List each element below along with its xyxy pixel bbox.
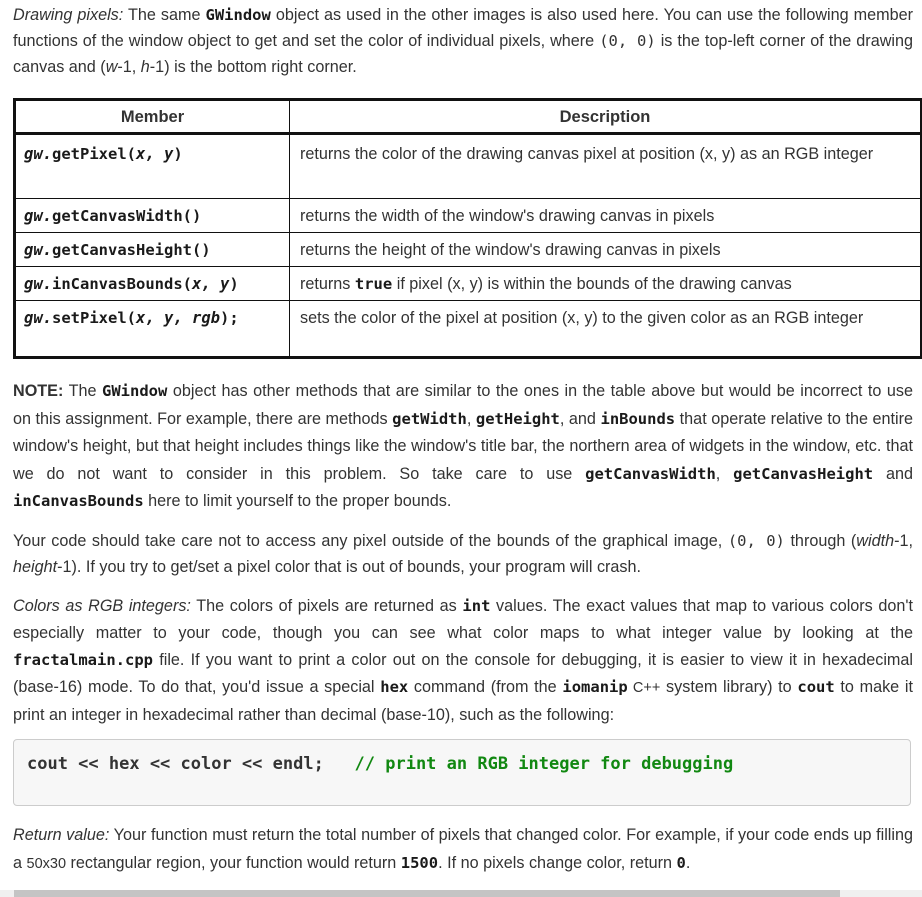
colors-text: values. The exact values that map to various colors don't especially matter to your code, though you can see what color maps to what integer value by looking at the — [13, 597, 914, 642]
cpp-label: C++ — [627, 680, 661, 696]
note-text: , — [715, 464, 734, 483]
intro-text: is the top-left corner of the drawing canvas and ( — [13, 32, 913, 76]
bounds-text: Your code should take care not to access any pixel outside of the bounds of the graphical image, — [13, 532, 728, 550]
iomanip-library: iomanip — [562, 678, 628, 696]
object-name: gw. — [24, 145, 52, 163]
getcanvasheight-code: getCanvasHeight — [733, 464, 874, 483]
return-text: Your function must return the total number of pixels that changed color. For example, if your code ends up filling a — [13, 826, 913, 872]
table-header-row — [15, 100, 922, 134]
colors-text: The colors of pixels are returned as — [190, 597, 463, 615]
table-row — [15, 199, 922, 233]
note-text: The — [63, 382, 102, 400]
intro-text: object as used in the other images is also used here. You can use the following member functions of the window object to get and set the color of individual pixels, where — [13, 6, 913, 50]
method-params: x, y, rgb — [136, 309, 220, 327]
h-var: h — [140, 58, 150, 76]
table-row — [15, 134, 922, 199]
description-cell — [290, 267, 922, 301]
return-text: . — [685, 854, 691, 872]
bounds-text: -1). If you try to get/set a pixel color that is out of bounds, your program will crash. — [57, 558, 642, 576]
return-value-paragraph — [13, 821, 913, 878]
note-text: object has other methods that are similar to the ones in the table above but would be incorrect to use on this assignment. For example, there are methods — [13, 382, 913, 428]
bounds-text: -1, — [894, 532, 913, 550]
region-dims: 50x30 — [26, 856, 67, 872]
table-row — [15, 267, 922, 301]
getcanvaswidth-code: getCanvasWidth — [585, 464, 716, 483]
member-cell — [15, 301, 290, 358]
method-close: ) — [229, 275, 239, 293]
note-text: here to limit yourself to the proper bounds. — [143, 492, 452, 510]
return-lead: Return value: — [13, 826, 110, 844]
hex-keyword: hex — [380, 678, 409, 696]
desc-text: returns — [300, 275, 355, 293]
origin-code: (0, 0) — [727, 532, 785, 550]
incanvasbounds-code: inCanvasBounds — [13, 492, 144, 510]
bounds-paragraph — [13, 528, 913, 580]
method-close: ); — [220, 309, 239, 327]
description-cell: sets the color of the pixel at position (x, y) to the given color as an RGB integer — [290, 301, 922, 358]
bounds-text: through ( — [784, 532, 857, 550]
return-text: rectangular region, your function would return — [66, 854, 401, 872]
inbounds-code: inBounds — [600, 409, 676, 428]
code-comment: // print an RGB integer for debugging — [354, 754, 734, 774]
code-line — [27, 751, 733, 777]
scrollbar-thumb[interactable] — [14, 890, 840, 897]
method-name: inCanvasBounds( — [52, 275, 192, 293]
gwindow-code: GWindow — [102, 382, 168, 400]
colors-lead: Colors as RGB integers: — [13, 597, 191, 615]
fractalmain-file: fractalmain.cpp — [13, 651, 153, 669]
member-cell — [15, 199, 290, 233]
w-var: w — [105, 58, 118, 76]
table-row — [15, 301, 922, 358]
object-name: gw. — [24, 309, 52, 327]
description-cell: returns the height of the window's drawing canvas in pixels — [290, 233, 922, 267]
getheight-code: getHeight — [475, 409, 560, 428]
count-value: 1500 — [400, 854, 439, 872]
object-name: gw. — [24, 241, 52, 259]
method-name: getCanvasHeight() — [52, 241, 211, 259]
method-close: ) — [173, 145, 183, 163]
zero-value: 0 — [676, 854, 686, 872]
note-text: that operate relative to the entire window's height, but that height includes things like the window's title bar, the northern area of widgets in the window, etc. that we do not want to consider in this problem. So take care to use — [13, 409, 913, 483]
height-var: height — [13, 558, 58, 576]
method-name: getPixel( — [52, 145, 136, 163]
note-label: NOTE: — [13, 382, 64, 400]
note-text: , and — [559, 409, 601, 428]
intro-paragraph — [13, 2, 913, 80]
method-name: getCanvasWidth() — [52, 207, 202, 225]
code-statement: cout << hex << color << endl; — [27, 754, 324, 774]
object-name: gw. — [24, 207, 52, 225]
cout-keyword: cout — [797, 678, 835, 696]
object-name: gw. — [24, 275, 52, 293]
member-cell — [15, 267, 290, 301]
gwindow-code: GWindow — [205, 6, 271, 24]
code-example-block — [13, 739, 911, 806]
origin-code: (0, 0) — [599, 32, 656, 50]
width-var: width — [856, 532, 895, 550]
return-text: . If no pixels change color, return — [438, 854, 677, 872]
description-cell: returns the color of the drawing canvas pixel at position (x, y) as an RGB integer — [290, 134, 922, 199]
colors-text: file. If you want to print a color out on the console for debugging, it is easier to view it in hexadecimal (base-16) mode. To do that, you'd issue a special — [13, 651, 913, 696]
colors-text: system library) to — [660, 678, 798, 696]
colors-text: to make it print an integer in hexadecimal rather than decimal (base-10), such as the following: — [13, 678, 913, 724]
member-column-header: Member — [15, 100, 290, 134]
colors-paragraph — [13, 593, 913, 729]
note-text: , — [466, 409, 476, 428]
note-text: and — [873, 464, 913, 483]
intro-text: -1, — [117, 58, 141, 76]
colors-text: command (from the — [408, 678, 563, 696]
horizontal-scrollbar[interactable] — [0, 890, 922, 897]
description-cell: returns the width of the window's drawing canvas in pixels — [290, 199, 922, 233]
method-params: x, y — [191, 275, 230, 293]
int-keyword: int — [462, 597, 491, 615]
intro-lead: Drawing pixels: — [13, 6, 124, 24]
intro-text: -1) is the bottom right corner. — [149, 58, 357, 76]
true-keyword: true — [354, 275, 393, 293]
table-row — [15, 233, 922, 267]
method-params: x, y — [136, 145, 174, 163]
member-cell — [15, 134, 290, 199]
desc-text: if pixel (x, y) is within the bounds of the drawing canvas — [392, 275, 792, 293]
description-column-header: Description — [290, 100, 922, 134]
code-gap — [324, 754, 355, 774]
intro-text: The same — [123, 6, 206, 24]
getwidth-code: getWidth — [392, 409, 467, 428]
method-name: setPixel( — [52, 309, 136, 327]
member-functions-table — [13, 98, 922, 359]
member-cell — [15, 233, 290, 267]
note-paragraph — [13, 378, 913, 516]
